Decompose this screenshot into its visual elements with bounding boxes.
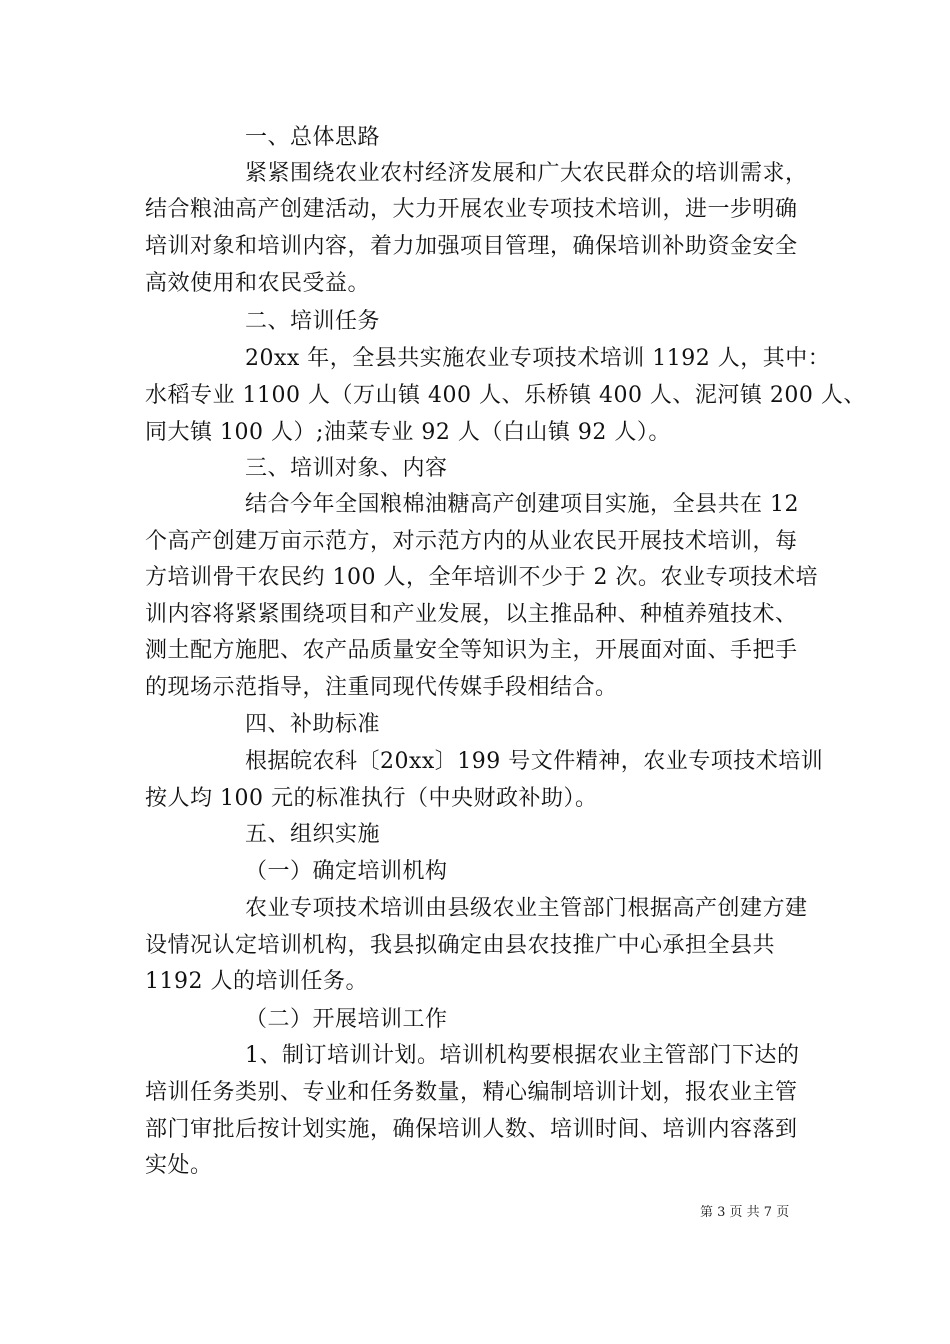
paragraph-line: 同大镇 100 人）;油菜专业 92 人（白山镇 92 人）。 [145,420,671,445]
paragraph-line: 按人均 100 元的标准执行（中央财政补助）。 [145,786,598,811]
paragraph-line: 结合粮油高产创建活动，大力开展农业专项技术培训，进一步明确 [145,197,798,222]
heading-training-targets: 三、培训对象、内容 [245,456,448,481]
paragraph-line: 高效使用和农民受益。 [145,271,371,296]
paragraph-line: 1、制订培训计划。培训机构要根据农业主管部门下达的 [245,1043,800,1068]
paragraph-line: 方培训骨干农民约 100 人，全年培训不少于 2 次。农业专项技术培 [145,565,818,590]
subheading-training-institution: （一）确定培训机构 [245,859,448,884]
heading-overall-approach: 一、总体思路 [245,125,381,150]
heading-training-tasks: 二、培训任务 [245,309,381,334]
paragraph-line: 农业专项技术培训由县级农业主管部门根据高产创建方建 [245,896,808,921]
paragraph-line: 20xx 年，全县共实施农业专项技术培训 1192 人，其中： [245,346,831,371]
paragraph-line: 水稻专业 1100 人（万山镇 400 人、乐桥镇 400 人、泥河镇 200 人、 [145,383,866,408]
paragraph-line: 培训对象和培训内容，着力加强项目管理，确保培训补助资金安全 [145,234,798,259]
paragraph-line: 训内容将紧紧围绕项目和产业发展，以主推品种、种植养殖技术、 [145,602,798,627]
paragraph-line: 的现场示范指导，注重同现代传媒手段相结合。 [145,675,618,700]
paragraph-line: 个高产创建万亩示范方，对示范方内的从业农民开展技术培训，每 [145,529,798,554]
subheading-training-work: （二）开展培训工作 [245,1007,448,1032]
page-number-footer: 第 3 页 共 7 页 [700,1205,790,1220]
paragraph-line: 紧紧围绕农业农村经济发展和广大农民群众的培训需求， [245,161,808,186]
paragraph-line: 1192 人的培训任务。 [145,969,368,994]
paragraph-line: 根据皖农科〔20xx〕199 号文件精神，农业专项技术培训 [245,749,824,774]
paragraph-line: 培训任务类别、专业和任务数量，精心编制培训计划，报农业主管 [145,1080,798,1105]
heading-subsidy-standard: 四、补助标准 [245,712,381,737]
paragraph-line: 设情况认定培训机构，我县拟确定由县农技推广中心承担全县共 [145,933,776,958]
paragraph-line: 结合今年全国粮棉油糖高产创建项目实施，全县共在 12 [245,492,799,517]
paragraph-line: 实处。 [145,1153,213,1178]
paragraph-line: 测土配方施肥、农产品质量安全等知识为主，开展面对面、手把手 [145,638,798,663]
heading-implementation: 五、组织实施 [245,822,381,847]
paragraph-line: 部门审批后按计划实施，确保培训人数、培训时间、培训内容落到 [145,1117,798,1142]
